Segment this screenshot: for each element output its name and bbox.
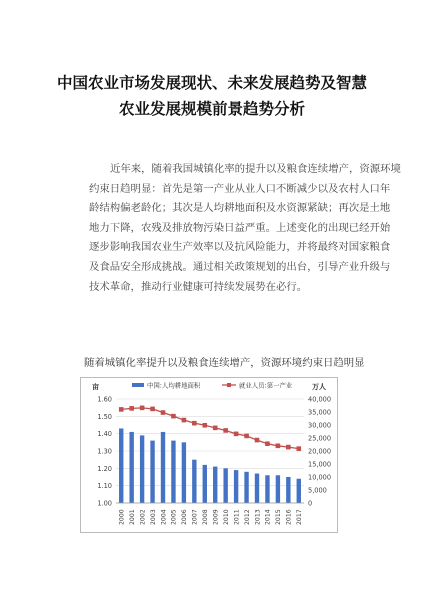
body-line: 龄结构偏老龄化；其次是人均耕地面积及水资源紧缺；再次是土地	[89, 202, 391, 215]
x-tick-label: 2016	[285, 509, 293, 525]
body-line: 近年来，随着我国城镇化率的提升以及粮食连续增产，资源环境	[110, 163, 401, 175]
body-line: 及食品安全形成挑战。通过相关政策规划的出台，引导产业升级与	[89, 260, 391, 273]
line-marker	[202, 423, 207, 428]
line-marker	[140, 406, 145, 411]
bar	[244, 472, 248, 503]
x-tick-label: 2014	[264, 509, 272, 525]
chart	[80, 377, 338, 533]
line-marker	[192, 421, 197, 426]
line-marker	[276, 444, 281, 449]
x-tick-label: 2006	[181, 509, 189, 525]
left-tick-label: 1.10	[97, 482, 112, 491]
x-tick-label: 2001	[128, 509, 136, 525]
left-tick-label: 1.30	[97, 447, 112, 456]
legend-swatch-marker	[227, 383, 231, 387]
left-tick-label: 1.20	[97, 464, 112, 473]
bar	[192, 460, 196, 503]
bar	[182, 442, 186, 503]
bar	[129, 432, 133, 503]
x-tick-label: 2012	[243, 509, 251, 525]
bar	[255, 474, 259, 503]
line-marker	[213, 426, 218, 431]
right-tick-label: 35,000	[308, 408, 332, 417]
right-tick-label: 20,000	[308, 447, 332, 456]
line-marker	[265, 441, 270, 446]
line-marker	[119, 407, 124, 412]
line-marker	[223, 428, 228, 433]
x-tick-label: 2002	[139, 509, 147, 525]
x-tick-label: 2003	[149, 509, 157, 525]
x-tick-label: 2017	[296, 509, 304, 525]
bar	[234, 470, 238, 503]
right-tick-label: 5,000	[308, 486, 327, 495]
x-tick-label: 2009	[212, 509, 220, 525]
x-tick-label: 2010	[222, 509, 230, 525]
right-tick-label: 25,000	[308, 434, 332, 443]
bar	[223, 468, 227, 503]
body-line: 技术革命，推动行业健康可持续发展势在必行。	[89, 280, 308, 293]
left-tick-label: 1.60	[97, 395, 112, 404]
line-marker	[161, 410, 166, 415]
right-tick-label: 0	[308, 499, 313, 508]
x-tick-label: 2004	[160, 509, 168, 525]
bar	[286, 477, 290, 503]
bar	[203, 465, 207, 503]
left-tick-label: 1.00	[97, 499, 112, 508]
bar	[140, 435, 144, 503]
document-title	[30, 70, 394, 122]
left-unit-label: 亩	[92, 383, 99, 391]
bar	[119, 428, 123, 503]
title-line-1: 中国农业市场发展现状、未来发展趋势及智慧	[56, 74, 367, 92]
legend-swatch-bar	[132, 383, 144, 387]
bar	[213, 467, 217, 503]
body-paragraph	[89, 160, 401, 297]
legend-label-bar: 中国:人均耕地面积	[147, 381, 201, 390]
x-tick-label: 2000	[118, 509, 126, 525]
right-unit-label: 万人	[312, 383, 326, 391]
line-marker	[129, 406, 134, 411]
left-tick-label: 1.40	[97, 430, 112, 439]
line-marker	[171, 414, 176, 419]
legend-label-line: 就业人员:第一产业	[239, 381, 293, 390]
x-tick-label: 2013	[254, 509, 262, 525]
body-line: 约束日趋明显：首先是第一产业从业人口不断减少以及农村人口年	[89, 182, 391, 195]
right-tick-label: 40,000	[308, 395, 332, 404]
x-tick-label: 2008	[202, 509, 210, 525]
bar	[150, 441, 154, 503]
line-marker	[150, 407, 155, 412]
line-marker	[234, 432, 239, 437]
left-tick-label: 1.50	[97, 412, 112, 421]
right-tick-label: 30,000	[308, 421, 332, 430]
body-line: 地力下降，农残及排放物污染日益严重。上述变化的出现已经开始	[89, 221, 391, 234]
line-marker	[255, 438, 260, 443]
bar	[265, 475, 269, 503]
right-tick-label: 10,000	[308, 473, 332, 482]
title-line-2: 农业发展规模前景趋势分析	[118, 100, 305, 118]
body-line: 逐步影响我国农业生产效率以及抗风险能力，并将最终对国家粮食	[89, 241, 391, 254]
bar	[171, 441, 175, 503]
bar	[297, 479, 301, 503]
x-tick-label: 2011	[233, 509, 241, 525]
x-tick-label: 2007	[191, 509, 199, 525]
bar	[276, 475, 280, 503]
line-marker	[296, 446, 301, 451]
line-marker	[286, 445, 291, 450]
x-tick-label: 2005	[170, 509, 178, 525]
line-marker	[244, 434, 249, 439]
x-tick-label: 2015	[275, 509, 283, 525]
bar	[161, 432, 165, 503]
right-tick-label: 15,000	[308, 460, 332, 469]
chart-svg	[80, 377, 338, 533]
chart-caption: 随着城镇化率提升以及粮食连续增产，资源环境约束日趋明显	[84, 357, 365, 369]
line-marker	[182, 418, 187, 423]
